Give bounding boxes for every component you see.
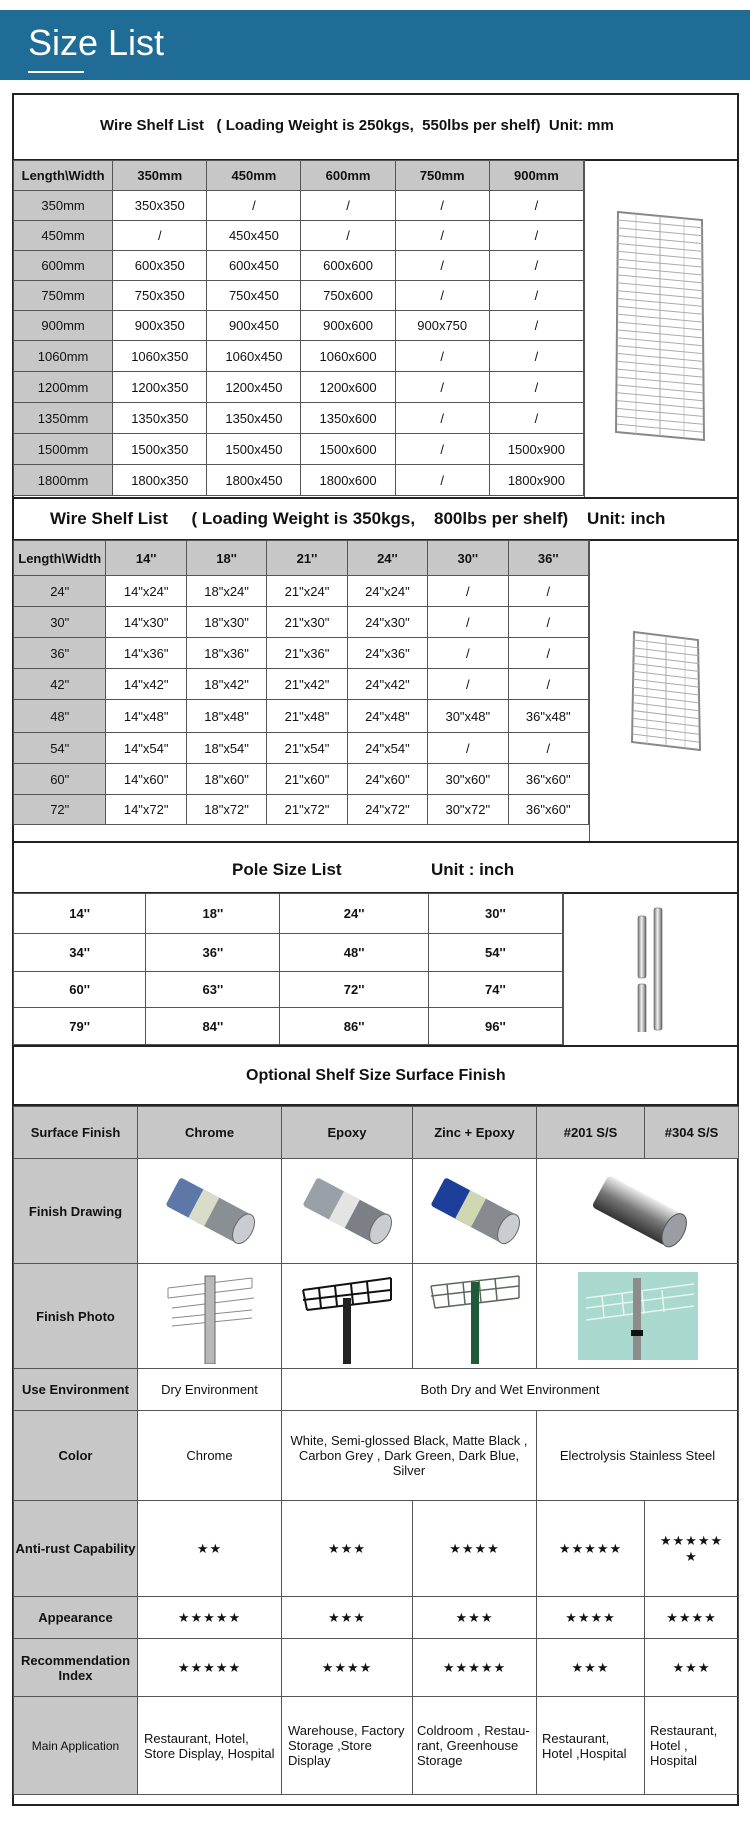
- row-header: 1350mm: [14, 403, 113, 434]
- chrome-rust: ★★: [138, 1501, 282, 1597]
- size-cell: /: [489, 311, 583, 341]
- size-cell: 21"x30": [267, 607, 347, 638]
- size-cell: 600x450: [207, 251, 301, 281]
- row-header: 42": [14, 669, 106, 700]
- pole-size-cell: 96'': [428, 1008, 562, 1045]
- column-header: 18'': [186, 541, 266, 576]
- size-cell: 14"x48": [106, 700, 186, 733]
- chrome-color: Chrome: [138, 1411, 282, 1501]
- size-cell: /: [489, 191, 583, 221]
- pole-size-cell: 72'': [280, 972, 428, 1008]
- size-cell: 1800x450: [207, 465, 301, 496]
- row-header: 600mm: [14, 251, 113, 281]
- size-cell: 900x350: [113, 311, 207, 341]
- size-cell: /: [395, 465, 489, 496]
- row-header: 1060mm: [14, 341, 113, 372]
- row-label-color: Color: [14, 1411, 138, 1501]
- size-cell: 24"x36": [347, 638, 427, 669]
- page-title: Size List: [28, 22, 165, 63]
- size-cell: 21"x36": [267, 638, 347, 669]
- wire-inch-table: [13, 540, 589, 825]
- ss304-app: Restaurant, Hotel , Hospital: [645, 1697, 739, 1795]
- row-label-env: Use Environment: [14, 1369, 138, 1411]
- size-cell: 1200x600: [301, 372, 395, 403]
- chrome-appearance: ★★★★★: [138, 1597, 282, 1639]
- table-row: [14, 795, 589, 825]
- pole-table: [13, 893, 563, 1045]
- table-row: [14, 576, 589, 607]
- zinc-epoxy-photo: [413, 1264, 537, 1369]
- table-row: [14, 638, 589, 669]
- epoxy-drawing: [282, 1159, 413, 1264]
- size-cell: 1350x450: [207, 403, 301, 434]
- size-cell: 18"x54": [186, 733, 266, 764]
- size-cell: 21"x42": [267, 669, 347, 700]
- row-header: 72": [14, 795, 106, 825]
- column-header: 350mm: [113, 161, 207, 191]
- stainless-color: Electrolysis Stainless Steel: [537, 1411, 739, 1501]
- row-header: 450mm: [14, 221, 113, 251]
- size-cell: 21"x72": [267, 795, 347, 825]
- ss201-app: Restaurant, Hotel ,Hospital: [537, 1697, 645, 1795]
- column-header: 600mm: [301, 161, 395, 191]
- size-cell: /: [428, 576, 508, 607]
- pole-size-cell: 54'': [428, 934, 562, 972]
- table-row: [14, 700, 589, 733]
- size-cell: 18"x72": [186, 795, 266, 825]
- black-shelf-photo: [299, 1268, 395, 1364]
- size-cell: /: [395, 372, 489, 403]
- chrome-app: Restaurant, Hotel, Store Display, Hospital: [138, 1697, 282, 1795]
- size-cell: /: [395, 251, 489, 281]
- stainless-drawing: [537, 1159, 739, 1264]
- size-cell: 24"x24": [347, 576, 427, 607]
- row-header: 48": [14, 700, 106, 733]
- size-cell: 14"x24": [106, 576, 186, 607]
- column-header: 21'': [267, 541, 347, 576]
- size-cell: 36"x48": [508, 700, 589, 733]
- chrome-photo: [138, 1264, 282, 1369]
- coated-tube-image: [297, 1171, 397, 1251]
- size-cell: 1350x600: [301, 403, 395, 434]
- ss201-rust: ★★★★★: [537, 1501, 645, 1597]
- epoxy-rust: ★★★: [282, 1501, 413, 1597]
- table-row: [14, 934, 563, 972]
- size-cell: 14"x42": [106, 669, 186, 700]
- stainless-photo: [537, 1264, 739, 1369]
- table-row: [14, 341, 584, 372]
- size-cell: 750x450: [207, 281, 301, 311]
- size-cell: /: [508, 638, 589, 669]
- size-cell: /: [489, 403, 583, 434]
- size-cell: /: [395, 221, 489, 251]
- column-header: 30'': [428, 541, 508, 576]
- size-cell: 1350x350: [113, 403, 207, 434]
- table-row: [14, 1008, 563, 1045]
- size-cell: /: [508, 669, 589, 700]
- size-cell: 600x350: [113, 251, 207, 281]
- column-header: 750mm: [395, 161, 489, 191]
- size-cell: /: [395, 341, 489, 372]
- size-cell: /: [489, 341, 583, 372]
- size-cell: 36"x60": [508, 764, 589, 795]
- ss201-appearance: ★★★★: [537, 1597, 645, 1639]
- size-cell: 30"x60": [428, 764, 508, 795]
- size-cell: 750x350: [113, 281, 207, 311]
- row-header: 1500mm: [14, 434, 113, 465]
- size-cell: 21"x24": [267, 576, 347, 607]
- size-cell: /: [489, 281, 583, 311]
- divider: [589, 540, 590, 841]
- size-cell: /: [428, 638, 508, 669]
- size-cell: 1500x350: [113, 434, 207, 465]
- size-cell: 1500x600: [301, 434, 395, 465]
- row-header: 60": [14, 764, 106, 795]
- size-cell: 1060x450: [207, 341, 301, 372]
- shared-env: Both Dry and Wet Environment: [282, 1369, 739, 1411]
- table-row: [14, 221, 584, 251]
- size-cell: /: [113, 221, 207, 251]
- divider: [12, 497, 739, 499]
- zinc-rust: ★★★★: [413, 1501, 537, 1597]
- column-header: 900mm: [489, 161, 583, 191]
- row-label-recommend: Recommendation Index: [14, 1639, 138, 1697]
- pole-title: Pole Size List: [232, 860, 342, 879]
- finish-head-201: #201 S/S: [537, 1107, 645, 1159]
- finish-head-304: #304 S/S: [645, 1107, 739, 1159]
- row-header: 24": [14, 576, 106, 607]
- size-cell: 450x450: [207, 221, 301, 251]
- row-header: 30": [14, 607, 106, 638]
- size-cell: 24"x60": [347, 764, 427, 795]
- size-cell: 900x600: [301, 311, 395, 341]
- size-cell: /: [301, 221, 395, 251]
- size-cell: /: [489, 372, 583, 403]
- size-cell: 1800x350: [113, 465, 207, 496]
- table-row: [14, 281, 584, 311]
- divider: [12, 841, 739, 843]
- green-shelf-photo: [427, 1268, 523, 1364]
- chrome-recommend: ★★★★★: [138, 1639, 282, 1697]
- row-label-app: Main Application: [14, 1697, 138, 1795]
- finish-head-label: Surface Finish: [14, 1107, 138, 1159]
- size-cell: /: [428, 669, 508, 700]
- size-cell: 24"x42": [347, 669, 427, 700]
- divider: [12, 1045, 739, 1047]
- size-cell: 24"x48": [347, 700, 427, 733]
- table-row: [14, 311, 584, 341]
- pole-size-cell: 84'': [146, 1008, 280, 1045]
- size-cell: /: [428, 733, 508, 764]
- size-cell: /: [395, 403, 489, 434]
- size-cell: /: [489, 221, 583, 251]
- corner-header: Length\Width: [14, 161, 113, 191]
- row-header: 1800mm: [14, 465, 113, 496]
- ss304-recommend: ★★★: [645, 1639, 739, 1697]
- size-cell: 1800x600: [301, 465, 395, 496]
- row-header: 900mm: [14, 311, 113, 341]
- table-row: [14, 434, 584, 465]
- wire-shelf-image: [628, 628, 704, 754]
- size-cell: 900x450: [207, 311, 301, 341]
- steel-tube-image: [583, 1171, 693, 1251]
- size-cell: 14"x72": [106, 795, 186, 825]
- size-cell: 600x600: [301, 251, 395, 281]
- finish-head-chrome: Chrome: [138, 1107, 282, 1159]
- size-cell: 900x750: [395, 311, 489, 341]
- size-cell: 14"x36": [106, 638, 186, 669]
- table-row: [14, 191, 584, 221]
- size-cell: 21"x60": [267, 764, 347, 795]
- row-header: 1200mm: [14, 372, 113, 403]
- size-cell: 21"x48": [267, 700, 347, 733]
- pole-size-cell: 74'': [428, 972, 562, 1008]
- pole-size-cell: 18'': [146, 894, 280, 934]
- size-cell: 1200x450: [207, 372, 301, 403]
- pole-size-cell: 60'': [14, 972, 146, 1008]
- size-cell: /: [508, 733, 589, 764]
- coated-tube-image: [160, 1171, 260, 1251]
- stainless-shelf-photo: [578, 1268, 698, 1364]
- column-header: 36'': [508, 541, 589, 576]
- size-cell: 1500x450: [207, 434, 301, 465]
- row-header: 54": [14, 733, 106, 764]
- size-cell: 750x600: [301, 281, 395, 311]
- zinc-appearance: ★★★: [413, 1597, 537, 1639]
- column-header: 450mm: [207, 161, 301, 191]
- table-row: [14, 251, 584, 281]
- size-cell: 14"x30": [106, 607, 186, 638]
- size-cell: 21"x54": [267, 733, 347, 764]
- epoxy-appearance: ★★★: [282, 1597, 413, 1639]
- size-cell: 24"x54": [347, 733, 427, 764]
- size-cell: 18"x60": [186, 764, 266, 795]
- size-cell: /: [207, 191, 301, 221]
- zinc-recommend: ★★★★★: [413, 1639, 537, 1697]
- size-cell: 24"x72": [347, 795, 427, 825]
- divider: [584, 160, 585, 497]
- size-cell: 1060x350: [113, 341, 207, 372]
- size-cell: /: [301, 191, 395, 221]
- size-cell: /: [428, 607, 508, 638]
- table-row: [14, 733, 589, 764]
- size-cell: 1060x600: [301, 341, 395, 372]
- size-cell: 30"x48": [428, 700, 508, 733]
- size-cell: /: [395, 281, 489, 311]
- size-cell: /: [508, 576, 589, 607]
- ss304-rust: ★★★★★ ★: [645, 1501, 739, 1597]
- row-header: 350mm: [14, 191, 113, 221]
- chrome-drawing: [138, 1159, 282, 1264]
- size-cell: 18"x24": [186, 576, 266, 607]
- pole-size-cell: 24'': [280, 894, 428, 934]
- size-cell: 18"x48": [186, 700, 266, 733]
- epoxy-photo: [282, 1264, 413, 1369]
- size-cell: /: [395, 434, 489, 465]
- wire-shelf-image: [612, 208, 708, 444]
- table-row: [14, 607, 589, 638]
- size-cell: /: [395, 191, 489, 221]
- pole-size-cell: 30'': [428, 894, 562, 934]
- wire-mm-title: Wire Shelf List ( Loading Weight is 250kgs, 550lbs per shelf) Unit: mm: [100, 117, 614, 134]
- pole-size-cell: 63'': [146, 972, 280, 1008]
- table-row: [14, 465, 584, 496]
- table-row: [14, 972, 563, 1008]
- size-cell: /: [508, 607, 589, 638]
- size-cell: 18"x30": [186, 607, 266, 638]
- pole-unit: Unit : inch: [431, 860, 515, 879]
- size-cell: 1200x350: [113, 372, 207, 403]
- row-header: 750mm: [14, 281, 113, 311]
- epoxy-color: White, Semi-glossed Black, Matte Black , Carbon Grey , Dark Green, Dark Blue, Silver: [282, 1411, 537, 1501]
- table-row: [14, 764, 589, 795]
- chrome-shelf-photo: [162, 1268, 258, 1364]
- finish-head-zinc-epoxy: Zinc + Epoxy: [413, 1107, 537, 1159]
- pole-size-cell: 79'': [14, 1008, 146, 1045]
- size-cell: 14"x60": [106, 764, 186, 795]
- wire-mm-table: [13, 160, 584, 496]
- size-cell: 350x350: [113, 191, 207, 221]
- divider: [563, 893, 564, 1045]
- pole-size-cell: 48'': [280, 934, 428, 972]
- finish-title: Optional Shelf Size Surface Finish: [246, 1067, 506, 1084]
- column-header: 14'': [106, 541, 186, 576]
- row-label-drawing: Finish Drawing: [14, 1159, 138, 1264]
- table-row: [14, 669, 589, 700]
- ss201-recommend: ★★★: [537, 1639, 645, 1697]
- size-cell: 30"x72": [428, 795, 508, 825]
- column-header: 24'': [347, 541, 427, 576]
- row-label-rust: Anti-rust Capability: [14, 1501, 138, 1597]
- row-header: 36": [14, 638, 106, 669]
- size-cell: 24"x30": [347, 607, 427, 638]
- size-cell: 36"x60": [508, 795, 589, 825]
- pole-size-cell: 34'': [14, 934, 146, 972]
- size-cell: 1800x900: [489, 465, 583, 496]
- size-cell: 18"x42": [186, 669, 266, 700]
- pole-size-cell: 86'': [280, 1008, 428, 1045]
- size-cell: /: [489, 251, 583, 281]
- coated-tube-image: [425, 1171, 525, 1251]
- title-underline: [28, 71, 84, 73]
- table-row: [14, 894, 563, 934]
- size-cell: 18"x36": [186, 638, 266, 669]
- row-label-photo: Finish Photo: [14, 1264, 138, 1369]
- size-cell: 14"x54": [106, 733, 186, 764]
- epoxy-recommend: ★★★★: [282, 1639, 413, 1697]
- page-header: [0, 10, 750, 80]
- pole-image: [632, 906, 668, 1032]
- row-label-appearance: Appearance: [14, 1597, 138, 1639]
- finish-head-epoxy: Epoxy: [282, 1107, 413, 1159]
- wire-inch-title: Wire Shelf List ( Loading Weight is 350kgs, 800lbs per shelf) Unit: inch: [50, 509, 666, 528]
- table-row: [14, 403, 584, 434]
- pole-size-cell: 14'': [14, 894, 146, 934]
- pole-size-cell: 36'': [146, 934, 280, 972]
- size-cell: 1500x900: [489, 434, 583, 465]
- epoxy-app: Warehouse, Factory Storage ,Store Display: [282, 1697, 413, 1795]
- chrome-env: Dry Environment: [138, 1369, 282, 1411]
- corner-header: Length\Width: [14, 541, 106, 576]
- table-row: [14, 372, 584, 403]
- ss304-appearance: ★★★★: [645, 1597, 739, 1639]
- zinc-epoxy-drawing: [413, 1159, 537, 1264]
- zinc-app: Coldroom , Restau-rant, Greenhouse Storage: [413, 1697, 537, 1795]
- finish-table: [13, 1106, 739, 1795]
